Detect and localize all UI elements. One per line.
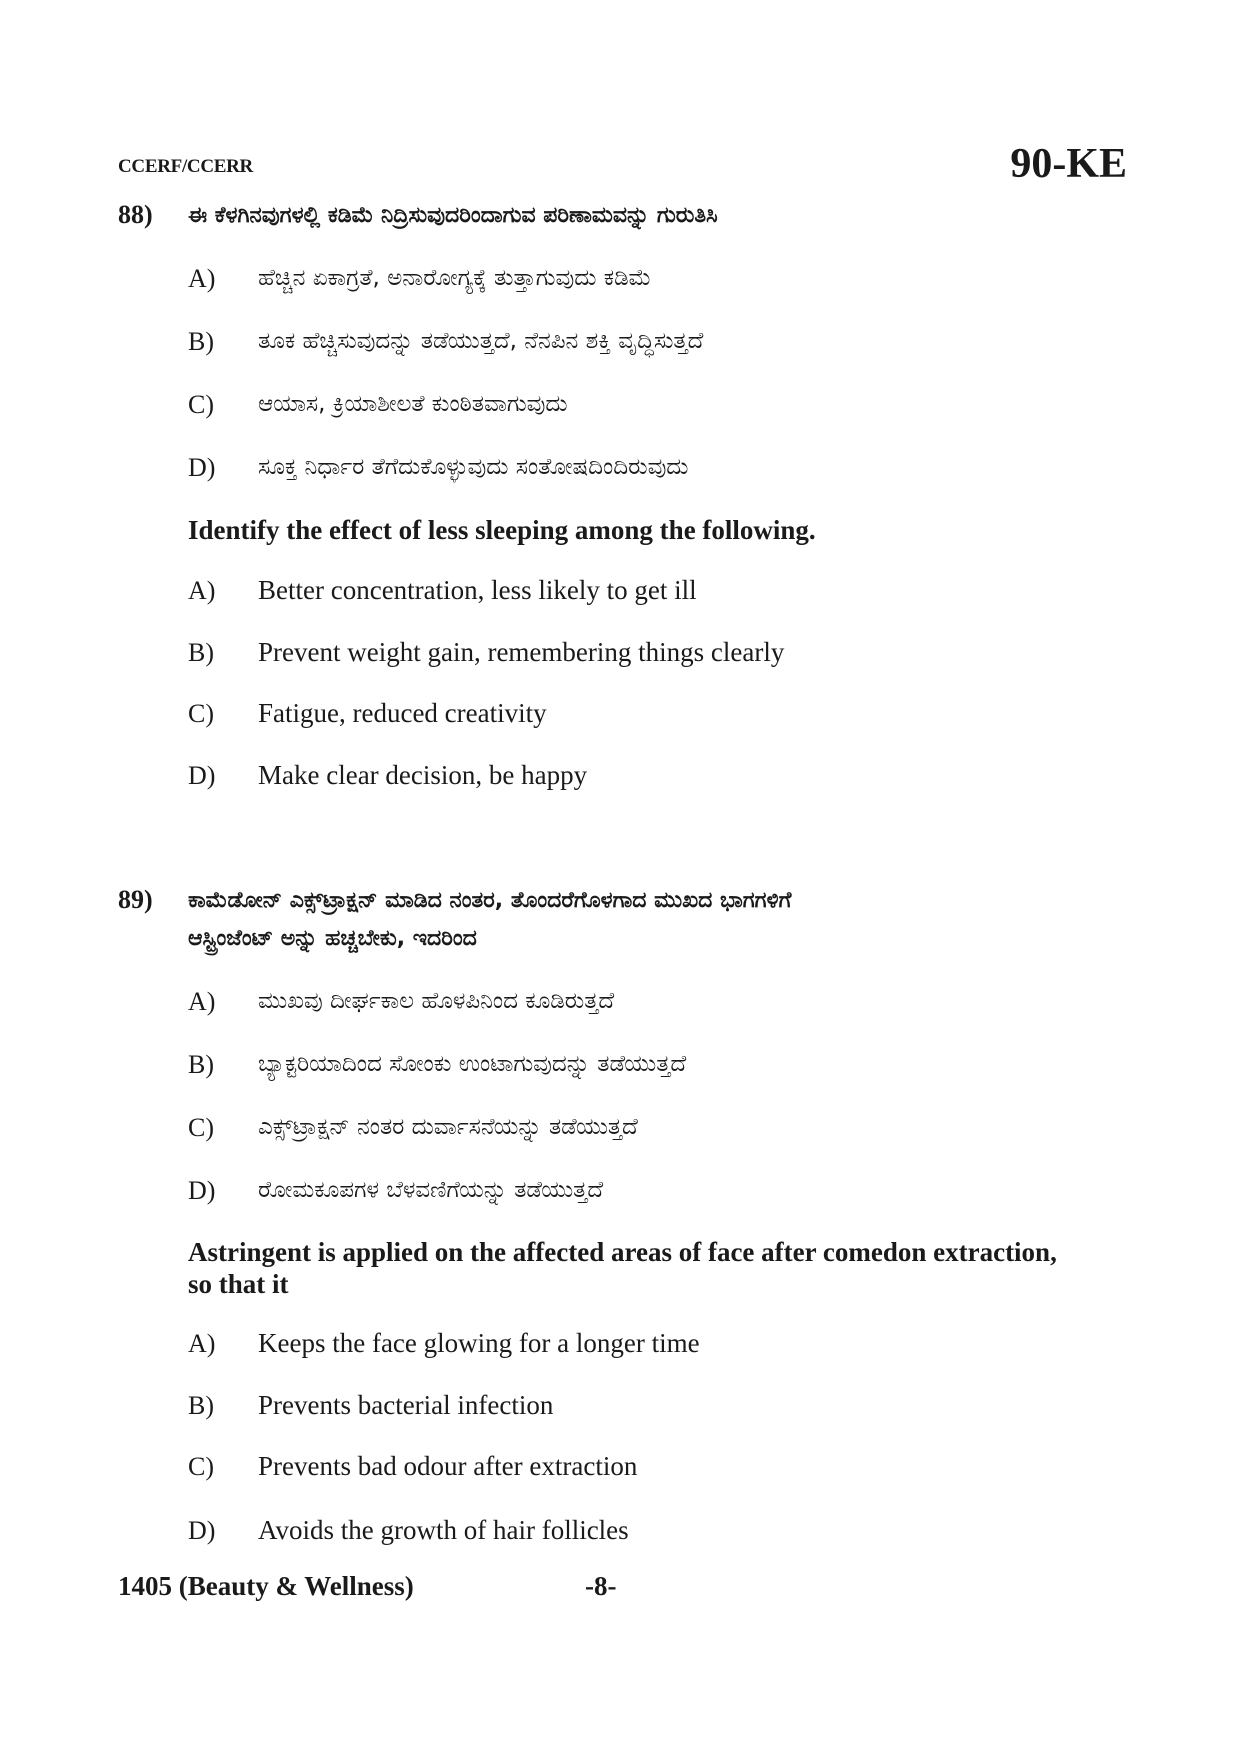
q88-en-option-d-letter: D) (188, 761, 216, 790)
q88-en-option-a: Better concentration, less likely to get ill (258, 575, 697, 605)
q89-en-option-c-letter: C) (188, 1452, 214, 1481)
q89-kn-option-c: ಎಕ್ಸ್‌ಟ್ರಾಕ್ಷನ್ ನಂತರ ದುರ್ವಾಸನೆಯನ್ನು ತಡೆಯುತ್ತದೆ (258, 1114, 638, 1140)
q89-kn-option-b: ಬ್ಯಾಕ್ಟರಿಯಾದಿಂದ ಸೋಂಕು ಉಂಟಾಗುವುದನ್ನು ತಡೆಯುತ್ತದೆ (258, 1051, 687, 1077)
q89-en-option-a-letter: A) (188, 1329, 216, 1358)
question-88-number: 88) (118, 200, 153, 229)
question-88-kannada-stem: ಈ ಕೆಳಗಿನವುಗಳಲ್ಲಿ ಕಡಿಮೆ ನಿದ್ರಿಸುವುದರಿಂದಾಗುವ ಪರಿಣಾಮವನ್ನು ಗುರುತಿಸಿ (188, 203, 718, 228)
q89-en-option-a: Keeps the face glowing for a longer time (258, 1328, 700, 1358)
q89-kn-option-a-letter: A) (188, 987, 216, 1016)
footer-course: 1405 (Beauty & Wellness) (118, 1571, 414, 1601)
q88-en-option-b-letter: B) (188, 638, 214, 667)
q89-kn-option-c-letter: C) (188, 1113, 214, 1142)
q89-en-option-d-letter: D) (188, 1516, 216, 1545)
q88-kn-option-c: ಆಯಾಸ, ಕ್ರಿಯಾಶೀಲತೆ ಕುಂಠಿತವಾಗುವುದು (258, 391, 568, 417)
q88-en-option-a-letter: A) (188, 576, 216, 605)
q88-kn-option-d: ಸೂಕ್ತ ನಿರ್ಧಾರ ತೆಗೆದುಕೊಳ್ಳುವುದು ಸಂತೋಷದಿಂದಿರುವುದು (258, 454, 689, 480)
q89-kn-option-d: ರೋಮಕೂಪಗಳ ಬೆಳವಣಿಗೆಯನ್ನು ತಡೆಯುತ್ತದೆ (258, 1177, 604, 1203)
q89-en-option-b-letter: B) (188, 1391, 214, 1420)
paper-id: 90-KE (1010, 141, 1127, 187)
footer-page-number: -8- (585, 1571, 617, 1601)
question-89-number: 89) (118, 885, 153, 914)
q89-kn-option-d-letter: D) (188, 1176, 216, 1205)
q88-kn-option-b-letter: B) (188, 327, 214, 356)
q88-en-option-d: Make clear decision, be happy (258, 760, 588, 790)
q88-kn-option-c-letter: C) (188, 390, 214, 419)
question-89-kannada-stem-line2: ಆಸ್ಟ್ರಿಂಜೆಂಟ್ ಅನ್ನು ಹಚ್ಚಬೇಕು, ಇದರಿಂದ (188, 926, 477, 951)
q88-kn-option-a: ಹೆಚ್ಚಿನ ಏಕಾಗ್ರತೆ, ಅನಾರೋಗ್ಯಕ್ಕೆ ತುತ್ತಾಗುವುದು ಕಡಿಮೆ (258, 265, 652, 291)
question-89-english-stem-line1: Astringent is applied on the affected areas of face after comedon extraction, (188, 1237, 1057, 1267)
q88-kn-option-a-letter: A) (188, 264, 216, 293)
q88-kn-option-b: ತೂಕ ಹೆಚ್ಚಿಸುವುದನ್ನು ತಡೆಯುತ್ತದೆ, ನೆನಪಿನ ಶಕ್ತಿ ವೃದ್ಧಿಸುತ್ತದೆ (258, 328, 704, 354)
question-88-english-stem: Identify the effect of less sleeping among the following. (188, 515, 816, 545)
q88-en-option-c: Fatigue, reduced creativity (258, 698, 547, 728)
q89-kn-option-a: ಮುಖವು ದೀರ್ಘಕಾಲ ಹೊಳಪಿನಿಂದ ಕೂಡಿರುತ್ತದೆ (258, 988, 615, 1014)
q89-kn-option-b-letter: B) (188, 1050, 214, 1079)
q89-en-option-c: Prevents bad odour after extraction (258, 1451, 638, 1481)
exam-code: CCERF/CCERR (118, 156, 253, 177)
q89-en-option-d: Avoids the growth of hair follicles (258, 1515, 629, 1545)
question-89-kannada-stem-line1: ಕಾಮೆಡೋನ್ ಎಕ್ಸ್‌ಟ್ರಾಕ್ಷನ್ ಮಾಡಿದ ನಂತರ, ತೊಂದರೆಗೊಳಗಾದ ಮುಖದ ಭಾಗಗಳಿಗೆ (188, 888, 792, 913)
q88-kn-option-d-letter: D) (188, 453, 216, 482)
q88-en-option-c-letter: C) (188, 699, 214, 728)
question-89-english-stem-line2: so that it (188, 1269, 289, 1299)
q88-en-option-b: Prevent weight gain, remembering things clearly (258, 637, 785, 667)
q89-en-option-b: Prevents bacterial infection (258, 1390, 554, 1420)
